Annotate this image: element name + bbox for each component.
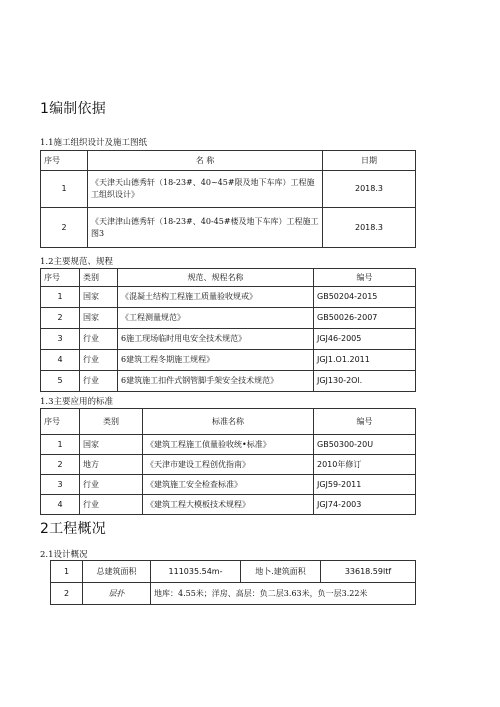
table-row [51,561,416,583]
row-no: 2 [51,583,83,605]
row-no: 5 [41,371,80,392]
total-area-label: 总建筑面积 [83,561,151,583]
header-name: 标准名称 [143,409,314,435]
table-row [41,435,416,455]
header-type: 类别 [80,409,143,435]
section-2-title: 2工程概况 [40,521,106,537]
table-row [51,583,416,605]
header-no: 序号 [41,269,80,287]
table-header-row [41,151,416,171]
row-no: 2 [41,208,88,248]
row-code: JGJ130-2Ol. [314,371,416,392]
row-type: 国家 [80,435,143,455]
row-name: 6建筑工程冬期施工规程》 [118,350,314,371]
row-no: 1 [51,561,83,583]
table-row [41,350,416,371]
row-type: 行业 [80,329,118,350]
floor-height-label: 层扑 [83,583,151,605]
design-overview-table [50,560,416,605]
header-name: 规范、规程名称 [118,269,314,287]
row-code: JGJ1.O1.2011 [314,350,416,371]
row-no: 4 [41,495,80,515]
row-type: 地方 [80,455,143,475]
table-header-row [41,409,416,435]
table-row [41,371,416,392]
row-type: 行业 [80,350,118,371]
floor-height-value: 地库：4.55米；洋房、高层：负二层3.63米，负一层3.22米 [151,583,416,605]
row-no: 2 [41,308,80,329]
row-name: 《建筑工程大模板技术规程》 [143,495,314,515]
row-no: 1 [41,287,80,308]
row-no: 1 [41,171,88,208]
subsection-1-2-title: 1.2主要规范、规程 [40,257,114,267]
drawings-table [40,150,416,248]
row-code: JGJ59-2011 [314,475,416,495]
subsection-1-3-title: 1.3主要应用的标准 [40,397,114,407]
subsection-2-1-title: 2.1设计概况 [40,550,88,560]
table-row [41,208,416,248]
row-code: GB50204-2015 [314,287,416,308]
underground-area-label: 地卜.建筑面积 [241,561,321,583]
row-code: GB50300-20U [314,435,416,455]
row-name: 《混凝土结构工程施工质量验收规戒》 [118,287,314,308]
subsection-1-1-title: 1.1施工组织设计及施工图纸 [40,138,148,148]
row-name: 6施工现场临时用电安全技术规范》 [118,329,314,350]
row-name: 《建筑施工安全检查标准》 [143,475,314,495]
table-row [41,308,416,329]
row-no: 2 [41,455,80,475]
table-header-row [41,269,416,287]
standards-table [40,408,416,515]
row-name: 《建筑工程施工侦量验收统•标准》 [143,435,314,455]
table-row [41,329,416,350]
header-no: 序号 [41,409,80,435]
row-date: 2018.3 [323,208,416,248]
row-name: 《天津市建设工程创优指南》 [143,455,314,475]
codes-table [40,268,416,392]
table-row [41,171,416,208]
table-row [41,287,416,308]
header-date: 日期 [323,151,416,171]
row-name: 《天津津山德秀轩（18-23#、40-45#楼及地下车库）工程施工图3 [88,208,323,248]
total-area-value: 111035.54m- [151,561,241,583]
row-name: 《天津天山德秀轩（18-23#、40~45#限及地下车库）工程施工组织设计》 [88,171,323,208]
row-type: 国家 [80,308,118,329]
row-no: 1 [41,435,80,455]
table-row [41,475,416,495]
row-code: GB50026-2007 [314,308,416,329]
row-type: 行业 [80,495,143,515]
underground-area-value: 33618.59ltf [321,561,416,583]
row-code: JGJ46-2005 [314,329,416,350]
row-type: 行业 [80,475,143,495]
header-code: 编号 [314,269,416,287]
table-row [41,455,416,475]
header-no: 序号 [41,151,88,171]
row-no: 4 [41,350,80,371]
header-name: 名 称 [88,151,323,171]
row-code: 2010年修订 [314,455,416,475]
row-no: 3 [41,329,80,350]
header-code: 编号 [314,409,416,435]
table-row [41,495,416,515]
section-1-title: 1编制依据 [40,101,106,117]
row-no: 3 [41,475,80,495]
row-type: 行业 [80,371,118,392]
row-name: 6建筑施工扣件式钢管脚手架安全技术规范》 [118,371,314,392]
header-type: 类别 [80,269,118,287]
row-name: 《工程测量规范》 [118,308,314,329]
row-date: 2018.3 [323,171,416,208]
row-type: 国家 [80,287,118,308]
row-code: JGJ74-2003 [314,495,416,515]
